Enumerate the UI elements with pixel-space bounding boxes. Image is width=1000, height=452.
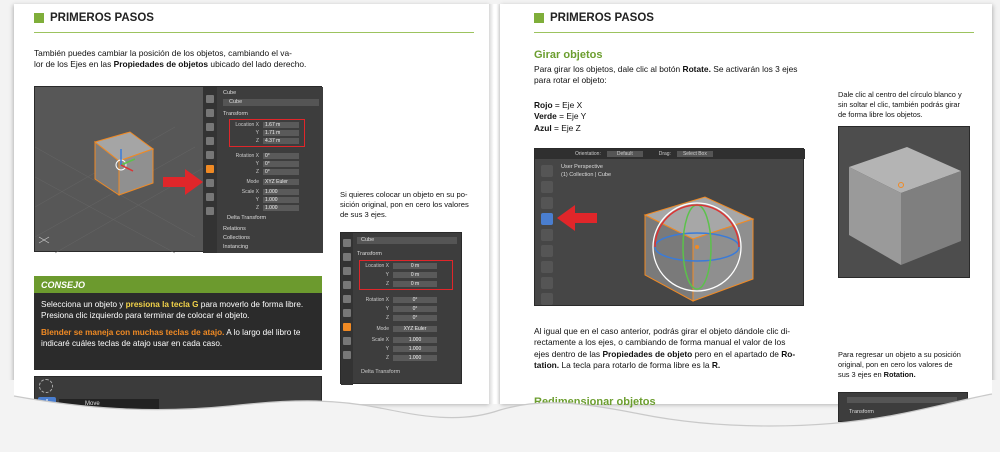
location-highlight-box bbox=[229, 119, 305, 147]
scale-y-field[interactable]: 1.000 bbox=[263, 197, 299, 203]
rotate-body-text: Al igual que en el caso anterior, podrás girar el objeto dándole clic di- rectamente a los ejes, o cambiando de forma manual el valor de los ejes dentro de las Propiedades de objeto pero en el apartado de Ro- tation. La tecla para rotarlo de forma libre es la R. bbox=[534, 326, 796, 371]
transform-tool-icon[interactable] bbox=[541, 245, 553, 257]
page-curl-edge bbox=[0, 380, 1000, 452]
rotation-y-field[interactable]: 0° bbox=[263, 161, 299, 167]
left-divider bbox=[34, 32, 474, 33]
panel2-delta-transform[interactable]: Delta Transform bbox=[361, 369, 401, 375]
move-tool-icon[interactable] bbox=[541, 197, 553, 209]
red-arrow-icon bbox=[557, 205, 597, 231]
tip-box bbox=[34, 276, 322, 370]
scale-heading: Redimensionar objetos bbox=[534, 396, 656, 408]
right-section-title: PRIMEROS PASOS bbox=[550, 12, 654, 24]
reset-scale-y-field[interactable]: 1.000 bbox=[393, 346, 437, 352]
right-divider bbox=[534, 32, 974, 33]
panel-delta-transform[interactable]: Delta Transform bbox=[227, 215, 267, 221]
panel-preview-transform[interactable]: Transform bbox=[849, 409, 874, 415]
orientation-select[interactable]: Default bbox=[607, 151, 643, 157]
tip-title: CONSEJO bbox=[34, 276, 322, 293]
cursor-tool-icon[interactable] bbox=[541, 181, 553, 193]
properties-tab-column bbox=[203, 87, 217, 253]
panel-object-name: Cube bbox=[223, 90, 237, 96]
property-tab-icons-2 bbox=[341, 233, 353, 385]
left-side-text: Si quieres colocar un objeto en su po- sición original, pon en cero los valores de sus 3 ejes. bbox=[340, 190, 469, 219]
reset-scale-z-field[interactable]: 1.000 bbox=[393, 355, 437, 361]
rotation-x-field[interactable]: 0° bbox=[263, 153, 299, 159]
scale-z-field[interactable]: 1.000 bbox=[263, 205, 299, 211]
rotate-side-text: Dale clic al centro del círculo blanco y sin soltar el clic, también podrás girar de forma libre los objetos. bbox=[838, 90, 962, 119]
panel2-object-name[interactable]: Cube bbox=[357, 237, 457, 244]
green-square-icon bbox=[34, 13, 44, 23]
left-intro-text: También puedes cambiar la posición de los objetos, cambiando el va- lor de los Ejes en las Propiedades de objetos ubicado del lado derecho. bbox=[34, 48, 307, 70]
reset-rotation-z-field[interactable]: 0° bbox=[393, 315, 437, 321]
location-y-field[interactable]: 1.71 m bbox=[263, 130, 299, 136]
panel-transform-header[interactable]: Transform bbox=[223, 111, 248, 117]
measure-tool-icon[interactable] bbox=[541, 277, 553, 289]
free-rotate-cube-render bbox=[838, 126, 970, 278]
scale-x-field[interactable]: 1.000 bbox=[263, 189, 299, 195]
rotate-tool-icon[interactable] bbox=[541, 213, 553, 225]
axis-color-list: Rojo = Eje X Verde = Eje Y Azul = Eje Z bbox=[534, 100, 587, 133]
blender-viewport-rotate bbox=[534, 148, 804, 306]
right-section-header bbox=[534, 12, 654, 24]
panel2-transform-header[interactable]: Transform bbox=[357, 251, 382, 257]
red-arrow-icon bbox=[163, 169, 203, 195]
panel-instancing[interactable]: Instancing bbox=[223, 244, 249, 250]
reset-mode-select[interactable]: XYZ Euler bbox=[393, 326, 437, 332]
panel-data-name[interactable]: Cube bbox=[223, 99, 319, 106]
scale-tool-icon[interactable] bbox=[541, 229, 553, 241]
reset-scale-x-field[interactable]: 1.000 bbox=[393, 337, 437, 343]
viewport-header-bar: Orientation: Default Drag: Select Box bbox=[535, 149, 805, 159]
reset-rotation-side-text: Para regresar un objeto a su posición original, pon en cero los valores de sus 3 ejes en Rotation. bbox=[838, 350, 961, 379]
left-page bbox=[14, 4, 490, 407]
blender-screenshot-reset-location: Cube Transform Location X 0 m Y 0 m Z 0 m Rotation X 0° Y 0° Z 0° Mode XYZ Euler Scale X 1.000 Y 1.000 Z 1.000 Delta Transform bbox=[340, 232, 462, 384]
property-tab-icons bbox=[203, 87, 217, 253]
gray-cube-graphic bbox=[839, 127, 971, 279]
rotate-gizmo-cube bbox=[625, 175, 765, 303]
tip-body: Selecciona un objeto y presiona la tecla G para moverlo de forma libre. Presiona clic izquierdo para terminar de colocar el objeto. Blender se maneja con muchas teclas de atajo. A lo largo del libro te indicaré cuáles teclas de atajo usar en cada caso. bbox=[41, 300, 304, 348]
tool-column bbox=[537, 163, 557, 307]
left-section-title: PRIMEROS PASOS bbox=[50, 12, 154, 24]
annotate-tool-icon[interactable] bbox=[541, 261, 553, 273]
viewport-info: User Perspective (1) Collection | Cube bbox=[561, 164, 612, 178]
location-z-field[interactable]: 4.37 m bbox=[263, 138, 299, 144]
add-cube-tool-icon[interactable] bbox=[541, 293, 553, 305]
panel-collections[interactable]: Collections bbox=[223, 235, 250, 241]
reset-rotation-x-field[interactable]: 0° bbox=[393, 297, 437, 303]
rotation-z-field[interactable]: 0° bbox=[263, 169, 299, 175]
location-x-field[interactable]: 1.67 m bbox=[263, 122, 299, 128]
drag-select[interactable]: Select Box bbox=[677, 151, 713, 157]
rotate-heading: Girar objetos bbox=[534, 49, 603, 61]
rotation-mode-select[interactable]: XYZ Euler bbox=[263, 179, 299, 185]
object-properties-panel: Cube Cube Transform Location X 1.67 m Y 1.71 m Z 4.37 m Rotation X 0° Y 0° Z 0° Mode XYZ Euler Scale X 1.000 Y 1.000 Z 1.000 Delta Transform Relations Collections Instancing bbox=[217, 87, 323, 253]
reset-location-highlight-box bbox=[359, 260, 453, 290]
move-tooltip: Move bbox=[59, 399, 159, 409]
reset-rotation-y-field[interactable]: 0° bbox=[393, 306, 437, 312]
reset-location-x-field[interactable]: 0 m bbox=[393, 263, 437, 269]
properties-tab-column-2 bbox=[341, 233, 353, 385]
panel-relations[interactable]: Relations bbox=[223, 226, 246, 232]
right-page bbox=[500, 4, 992, 415]
blender-screenshot-location bbox=[34, 86, 322, 252]
green-square-icon bbox=[534, 13, 544, 23]
select-tool-icon[interactable] bbox=[541, 165, 553, 177]
rotate-intro-text: Para girar los objetos, dale clic al botón Rotate. Se activarán los 3 ejes para rotar el objeto: bbox=[534, 64, 798, 86]
reset-location-y-field[interactable]: 0 m bbox=[393, 272, 437, 278]
left-section-header bbox=[34, 12, 154, 24]
reset-location-z-field[interactable]: 0 m bbox=[393, 281, 437, 287]
